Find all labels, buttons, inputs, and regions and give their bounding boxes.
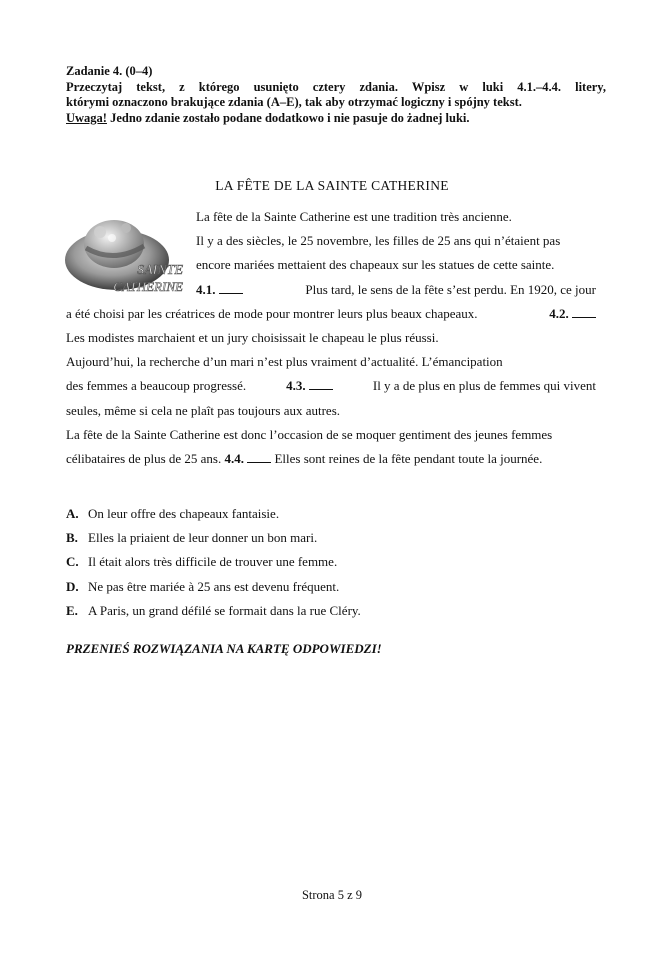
task-title: Zadanie 4. (0–4) [66,64,153,78]
task-header [66,64,606,126]
text-line: Les modistes marchaient et un jury choisissait le chapeau le plus réussi. [66,330,439,346]
warning-note [66,111,606,127]
text-line: seules, même si cela ne plaît pas toujours aux autres. [66,402,341,418]
gap-blank-4-1[interactable] [219,282,243,294]
text-line-gap-4: célibataires de plus de 25 ans. 4.4. Elles sont reines de la fête pendant toute la journée. [66,451,543,467]
gap-label-4-1: 4.1. [196,281,216,297]
gap-blank-4-4[interactable] [247,451,271,463]
final-instruction: PRZENIEŚ ROZWIĄZANIA NA KARTĘ ODPOWIEDZI! [66,641,382,656]
gap-blank-4-2[interactable] [572,306,596,318]
page-number: Strona 5 z 9 [301,888,363,902]
gap-label-4-2: 4.2. [549,305,569,321]
gap-label-4-3: 4.3. [286,378,306,394]
reading-text [66,205,596,471]
text-title: LA FÊTE DE LA SAINTE CATHERINE [215,178,449,193]
answer-option-e: E. A Paris, un grand défilé se formait dans la rue Cléry. [66,602,361,618]
instruction-line-1: Przeczytaj tekst, z którego usunięto cztery zdania. Wpisz w luki 4.1.–4.4. litery, [66,79,606,94]
gap-blank-4-3[interactable] [309,378,333,390]
text-line: La fête de la Sainte Catherine est donc l’occasion de se moquer gentiment des jeunes femmes [66,426,553,442]
text-line: Il y a des siècles, le 25 novembre, les filles de 25 ans qui n’étaient pas [196,233,561,249]
answer-option-b: B. Elles la priaient de leur donner un bon mari. [66,530,318,546]
answer-option-a: A. On leur offre des chapeaux fantaisie. [66,506,280,521]
text-line: Aujourd’hui, la recherche d’un mari n’est plus vraiment d’actualité. L’émancipation [66,354,503,370]
instruction-line-2: którymi oznaczono brakujące zdania (A–E), tak aby otrzymać logiczny i spójny tekst. [66,95,522,109]
text-line: La fête de la Sainte Catherine est une tradition très ancienne. [196,209,512,224]
answer-options [66,502,361,623]
answer-option-c: C. Il était alors très difficile de trouver une femme. [66,554,338,570]
text-line-gap-2: a été choisi par les créatrices de mode pour montrer leurs plus beaux chapeaux. 4.2. [66,302,596,326]
answer-option-d: D. Ne pas être mariée à 25 ans est devenu fréquent. [66,578,340,594]
warning-label: Uwaga! [66,110,107,125]
warning-text: Jedno zdanie zostało podane dodatkowo i nie pasuje do żadnej luki. [106,110,470,125]
gap-label-4-4: 4.4. [224,451,244,467]
text-line-gap-1: 4.1. Plus tard, le sens de la fête s’est perdu. En 1920, ce jour [196,281,596,297]
illustration-caption-2: CATHERINE [113,279,183,294]
text-line: encore mariées mettaient des chapeaux sur les statues de cette sainte. [196,257,555,273]
text-line-gap-3: des femmes a beaucoup progressé. 4.3. Il y a de plus en plus de femmes qui vivent [66,378,596,394]
illustration-caption-1: SAINTE [137,263,183,278]
